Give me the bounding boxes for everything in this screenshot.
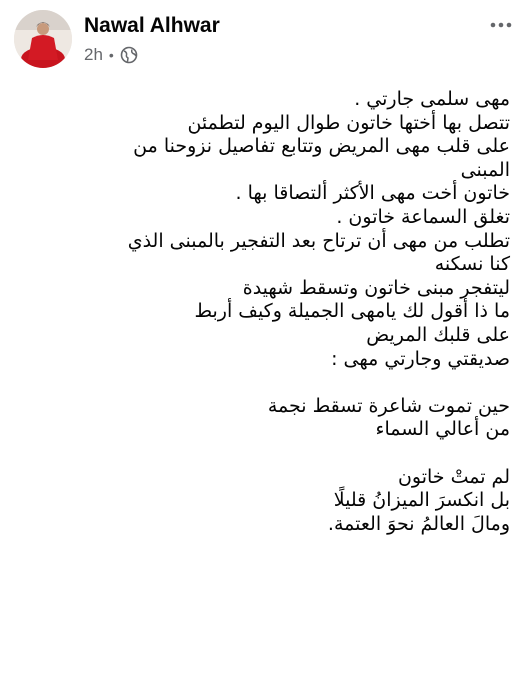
paragraph-gap [30,371,510,395]
globe-icon[interactable] [120,46,138,64]
post-line: مهى سلمى جارتي . [354,88,510,110]
post-line: ومالَ العالمُ نحوَ العتمة. [327,512,510,535]
post-line: خاتون أخت مهى الأكثر ألتصاقا بها . [235,182,510,205]
post-line: ليتفجر مبنى خاتون وتسقط شهيدة [242,276,510,299]
post-line: تطلب من مهى أن ترتاح بعد التفجير بالمبنى الذي [127,229,510,252]
post-line: كنا نسكنه [434,253,510,276]
post-line: على قلبك المريض [366,323,510,346]
post-header [0,0,531,80]
more-options-icon[interactable] [486,14,516,36]
author-name[interactable]: Nawal Alhwar [84,14,220,37]
post-line: تتصل بها أختها خاتون طوال اليوم لتطمئن [187,111,510,134]
post-line: تغلق السماعة خاتون . [336,205,510,228]
post-line: ما ذا أقول لك يامهى الجميلة وكيف أربط [194,300,510,323]
post-line: بل انكسرَ الميزانُ قليلًا [333,489,510,512]
post-line: صديقتي وجارتي مهى : [331,347,510,370]
post-line: على قلب مهى المريض وتتابع تفاصيل نزوحنا من [133,135,510,158]
post-line: لم تمتْ خاتون [397,465,510,488]
post-body [30,88,510,536]
post-line: حين تموت شاعرة تسقط نجمة [267,394,510,417]
post-line: المبنى [460,158,510,181]
paragraph-gap [30,442,510,466]
post-meta [84,44,138,66]
meta-separator: • [108,47,114,63]
post-timestamp[interactable]: 2h [84,45,103,64]
avatar-photo [14,10,72,68]
author-avatar[interactable] [14,10,72,68]
post-line: من أعالي السماء [375,418,510,441]
